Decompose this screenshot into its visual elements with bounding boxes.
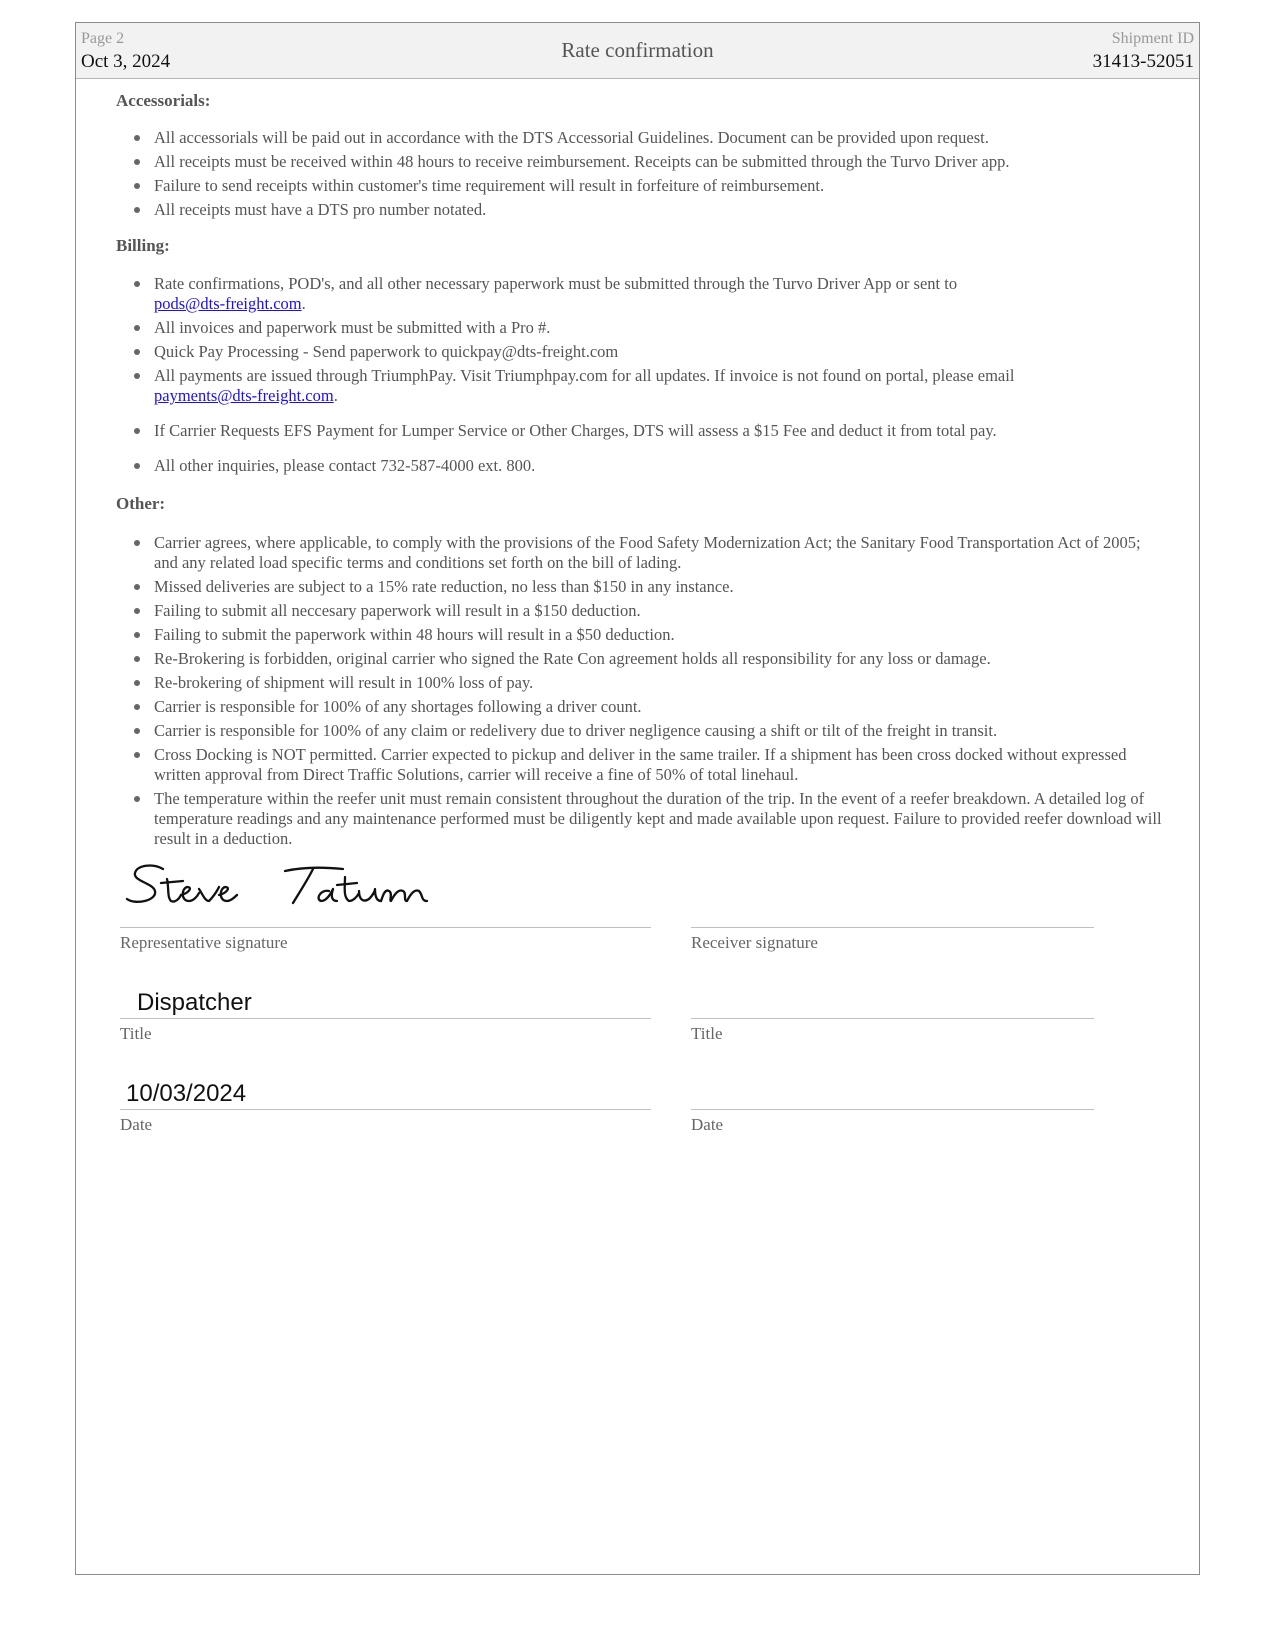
representative-date-line (120, 1109, 651, 1110)
document-page (75, 22, 1200, 1575)
payments-email-link[interactable]: payments@dts-freight.com (154, 386, 334, 405)
other-list (154, 533, 1164, 853)
accessorials-list (154, 128, 1164, 224)
receiver-signature-label: Receiver signature (691, 933, 818, 952)
handwritten-signature (123, 861, 433, 911)
header-date: Oct 3, 2024 (81, 51, 171, 72)
list-item: All invoices and paperwork must be submitted with a Pro #. (154, 318, 1164, 338)
representative-signature-line (120, 927, 651, 928)
representative-signature-label: Representative signature (120, 933, 288, 952)
list-item: All accessorials will be paid out in accordance with the DTS Accessorial Guidelines. Document can be provided upon request. (154, 128, 1164, 148)
shipment-id-label: Shipment ID (1111, 30, 1194, 47)
representative-title-line (120, 1018, 651, 1019)
list-item (154, 274, 1164, 314)
representative-title-label: Title (120, 1024, 152, 1043)
list-item: Carrier is responsible for 100% of any claim or redelivery due to driver negligence causing a shift or tilt of the freight in transit. (154, 721, 1164, 741)
list-item: Failing to submit all neccesary paperwork will result in a $150 deduction. (154, 601, 1164, 621)
representative-title-value: Dispatcher (137, 989, 252, 1016)
list-item: Missed deliveries are subject to a 15% rate reduction, no less than $150 in any instance. (154, 577, 1164, 597)
list-item-text: Rate confirmations, POD's, and all other necessary paperwork must be submitted through the Turvo Driver App or sent to (154, 274, 958, 293)
list-item: Failure to send receipts within customer's time requirement will result in forfeiture of reimbursement. (154, 176, 1164, 196)
accessorials-heading: Accessorials: (116, 91, 211, 110)
list-item: The temperature within the reefer unit must remain consistent throughout the duration of the trip. In the event of a reefer breakdown. A detailed log of temperature readings and any maintenance performed must be diligently kept and made available upon request. Failure to provided reefer download will result in a deduction. (154, 789, 1164, 849)
receiver-title-label: Title (691, 1024, 723, 1043)
list-item: Re-Brokering is forbidden, original carrier who signed the Rate Con agreement holds all responsibility for any loss or damage. (154, 649, 1164, 669)
period: . (301, 294, 306, 313)
list-item: All other inquiries, please contact 732-587-4000 ext. 800. (154, 456, 1164, 476)
page-number: Page 2 (81, 30, 125, 47)
shipment-id: 31413-52051 (1092, 51, 1194, 72)
list-item: All receipts must have a DTS pro number notated. (154, 200, 1164, 220)
list-item (154, 366, 1164, 406)
list-item: If Carrier Requests EFS Payment for Lumper Service or Other Charges, DTS will assess a $15 Fee and deduct it from total pay. (154, 421, 1164, 441)
representative-date-value: 10/03/2024 (126, 1080, 247, 1107)
list-item: All receipts must be received within 48 hours to receive reimbursement. Receipts can be submitted through the Turvo Driver app. (154, 152, 1164, 172)
list-item: Carrier agrees, where applicable, to comply with the provisions of the Food Safety Modernization Act; the Sanitary Food Transportation Act of 2005; and any related load specific terms and conditions set forth on the bill of lading. (154, 533, 1164, 573)
receiver-title-line[interactable] (691, 1018, 1094, 1019)
receiver-date-label: Date (691, 1115, 724, 1134)
list-item-text: All payments are issued through TriumphPay. Visit Triumphpay.com for all updates. If invoice is not found on portal, please email (154, 366, 1015, 385)
billing-list (154, 274, 1164, 480)
representative-date-label: Date (120, 1115, 153, 1134)
list-item: Failing to submit the paperwork within 48 hours will result in a $50 deduction. (154, 625, 1164, 645)
list-item: Quick Pay Processing - Send paperwork to quickpay@dts-freight.com (154, 342, 1164, 362)
document-title: Rate confirmation (561, 38, 714, 62)
page-header (76, 23, 1199, 79)
other-heading: Other: (116, 494, 166, 513)
list-item: Cross Docking is NOT permitted. Carrier expected to pickup and deliver in the same trailer. If a shipment has been cross docked without expressed written approval from Direct Traffic Solutions, carrier will receive a fine of 50% of total linehaul. (154, 745, 1164, 785)
pods-email-link[interactable]: pods@dts-freight.com (154, 294, 302, 313)
receiver-date-line[interactable] (691, 1109, 1094, 1110)
list-item: Re-brokering of shipment will result in 100% loss of pay. (154, 673, 1164, 693)
list-item: Carrier is responsible for 100% of any shortages following a driver count. (154, 697, 1164, 717)
period: . (333, 386, 338, 405)
receiver-signature-line[interactable] (691, 927, 1094, 928)
billing-heading: Billing: (116, 236, 170, 255)
